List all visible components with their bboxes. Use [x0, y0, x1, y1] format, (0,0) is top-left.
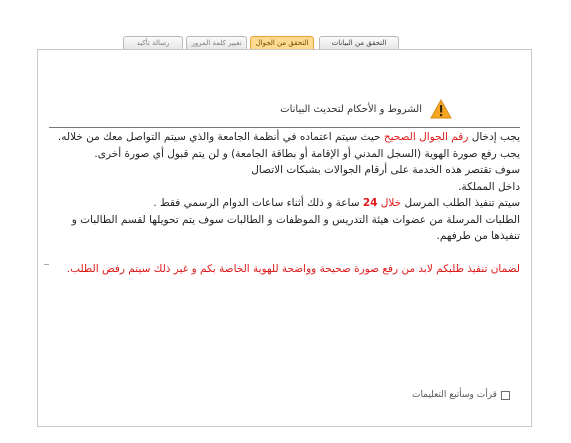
- term-processing-time: [49, 195, 520, 212]
- terms-body: [49, 129, 520, 277]
- term-highlight: رقم الجوال الصحيح: [383, 131, 469, 143]
- term-highlight: خلال: [377, 197, 402, 209]
- acknowledge-row: [412, 390, 510, 400]
- terms-header: [280, 96, 452, 122]
- term-text: سيتم تنفيذ الطلب المرسل: [401, 197, 520, 209]
- acknowledge-label[interactable]: قرأت وسأتبع التعليمات: [411, 390, 497, 400]
- tab-bar: [123, 36, 399, 50]
- term-text: داخل المملكة.: [458, 180, 520, 193]
- tab-confirmation-message[interactable]: رسالة تأكيد: [123, 36, 183, 49]
- term-mobile-number: [49, 129, 520, 146]
- term-text: سوف تقتصر هذه الخدمة على أرقام الجوالات بشبكات الاتصال: [251, 164, 520, 176]
- terms-title: الشروط و الأحكام لتحديث البيانات: [280, 103, 422, 115]
- term-text: يجب إدخال: [468, 131, 520, 143]
- term-text: ساعة و ذلك أثناء ساعات الدوام الرسمي فقط .: [153, 197, 363, 209]
- tab-verify-mobile[interactable]: التحقق من الجوال: [250, 36, 314, 49]
- rejection-notice: لضمان تنفيذ طلبكم لابد من رفع صورة صحيحة وواضحة للهوية الخاصة بكم و غير ذلك سيتم رفض الطلب.: [66, 262, 520, 275]
- tab-verify-data[interactable]: التحقق من البيانات: [319, 36, 399, 49]
- term-network-limit: [49, 162, 520, 195]
- term-women-requests: الطلبات المرسلة من عضوات هيئة التدريس و الموظفات و الطالبات سوف يتم تحويلها لقسم الطالبات و تنفيذها من طرفهم.: [71, 213, 520, 242]
- tab-change-password[interactable]: تغيير كلمة المرور: [186, 36, 247, 49]
- term-id-upload: يجب رفع صورة الهوية (السجل المدني أو الإقامة أو بطاقة الجامعة) و لن يتم قبول أي صورة أخرى.: [94, 147, 520, 160]
- term-text: حيث سيتم اعتماده في أنظمة الجامعة والذي سيتم التواصل معك من خلاله.: [57, 131, 384, 143]
- term-hours: 24: [362, 197, 378, 209]
- warning-icon: [430, 99, 452, 119]
- divider: [49, 127, 520, 128]
- acknowledge-checkbox[interactable]: [501, 391, 510, 400]
